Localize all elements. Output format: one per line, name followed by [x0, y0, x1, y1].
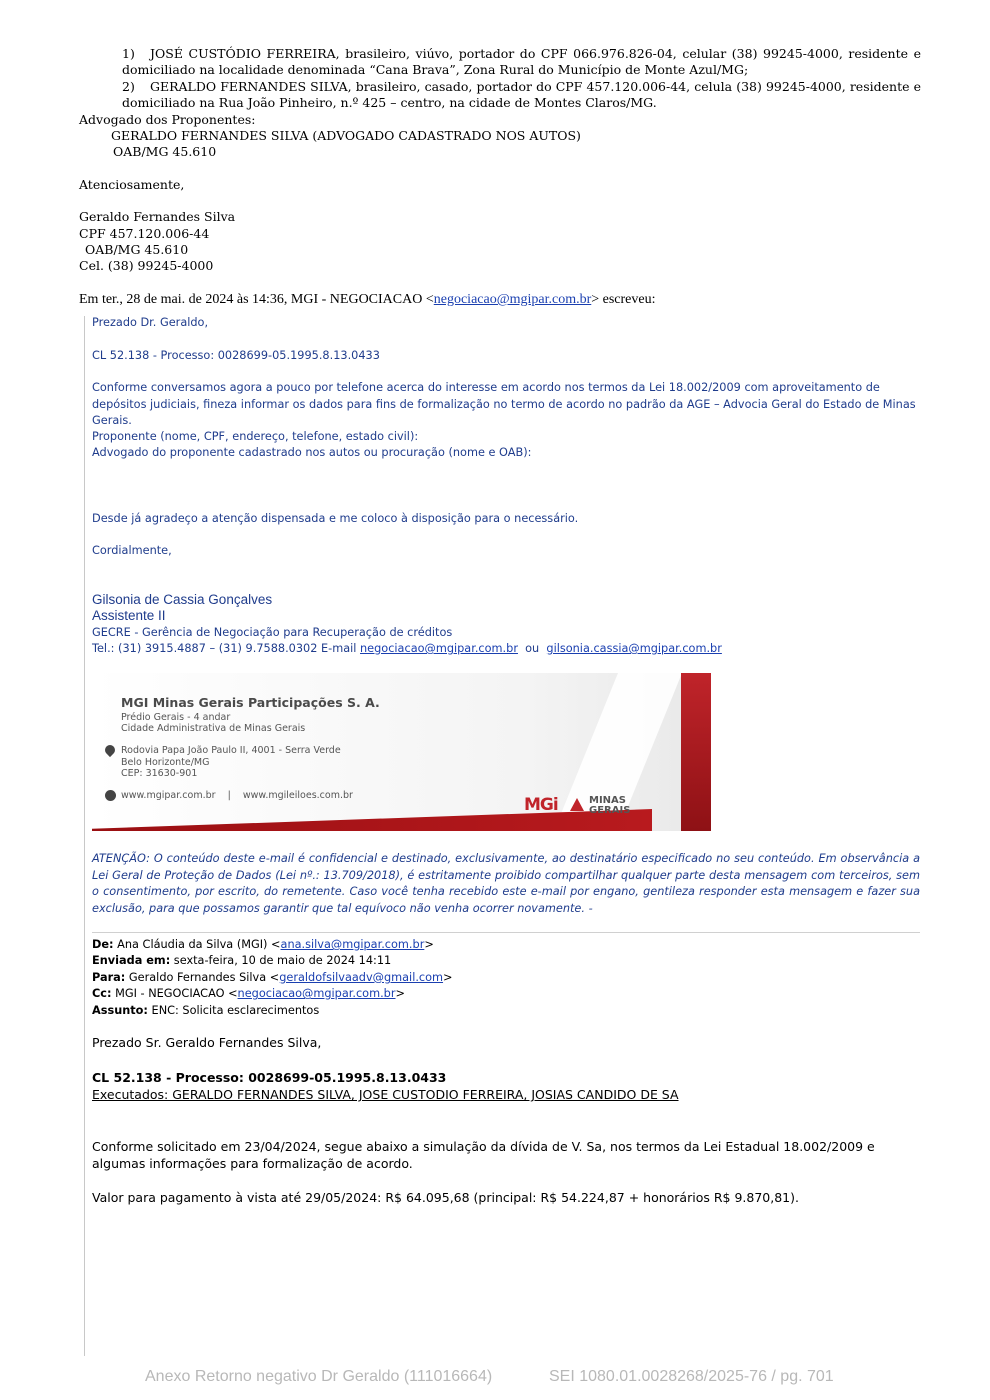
- forward-sent: [92, 953, 920, 969]
- body-executados: Executados: GERALDO FERNANDES SILVA, JOSE CUSTODIO FERREIRA, JOSIAS CANDIDO DE SA: [92, 1087, 679, 1102]
- closing: Atenciosamente,: [79, 176, 185, 192]
- quoted-sig-dept: GECRE - Gerência de Negociação para Recuperação de créditos: [92, 626, 453, 639]
- banner-addr2: Belo Horizonte/MG: [121, 757, 210, 768]
- confidentiality-notice: ATENÇÃO: O conteúdo deste e-mail é confidencial e destinado, exclusivamente, ao destinatário especificado no seu conteúdo. Em observância a Lei Geral de Proteção de Dados (Lei nº.: 13.709/2018), é estritamente proibido compartilhar qualquer parte desta mensagem com terceiros, sem o consentimento, por escrito, do remetente. Caso você tenha recebido este e-mail por engano, gentileza responder esta mensagem e fazer sua exclusão, para que possamos garantir que tal equívoco não venha ocorrer novamente. -: [92, 852, 920, 915]
- minas-gerais-logo-icon: [570, 798, 584, 811]
- reply-header-prefix: Em ter., 28 de mai. de 2024 às 14:36, MGI - NEGOCIACAO <: [79, 292, 434, 307]
- quoted-greeting: Prezado Dr. Geraldo,: [92, 316, 209, 329]
- signature-name: Geraldo Fernandes Silva: [79, 209, 236, 225]
- sig-tel: Tel.: (31) 3915.4887 – (31) 9.7588.0302 E-mail: [92, 642, 361, 655]
- sig-or: ou: [517, 642, 547, 655]
- advogado-label: Advogado dos Proponentes:: [79, 111, 256, 127]
- signature-cpf: CPF 457.120.006-44: [79, 225, 210, 241]
- reply-header-suffix: > escreveu:: [591, 292, 656, 307]
- quoted-paragraph: Conforme conversamos agora a pouco por telefone acerca do interesse em acordo nos termos da Lei 18.002/2009 com aproveitamento de depósitos judiciais, fineza informar os dados para fins de formalização no termo de acordo no padrão da AGE – Advocia Geral do Estado de Minas Gerais.: [92, 381, 916, 427]
- item-text: GERALDO FERNANDES SILVA, brasileiro, casado, portador do CPF 457.120.006-44, celula (38) 99245-4000, residente e domiciliado na Rua João Pinheiro, n.º 425 – centro, na cidade de Montes Claros/MG.: [122, 78, 921, 111]
- mgi-logo: MGi: [524, 795, 558, 815]
- banner-web: www.mgipar.com.br | www.mgileiloes.com.br: [121, 790, 353, 801]
- subject-label: Assunto:: [92, 1003, 148, 1017]
- from-label: De:: [92, 938, 114, 951]
- quoted-proponente-line: Proponente (nome, CPF, endereço, telefone, estado civil):: [92, 430, 419, 443]
- letter-top: [79, 46, 921, 275]
- advogado-oab: OAB/MG 45.610: [113, 144, 217, 160]
- forward-cc: Cc: MGI - NEGOCIACAO <negociacao@mgipar.com.br>: [92, 987, 405, 1001]
- banner-addr3: CEP: 31630-901: [121, 768, 198, 779]
- banner-red-side: [681, 673, 711, 831]
- banner-company: MGI Minas Gerais Participações S. A.: [121, 695, 380, 710]
- body-ref: CL 52.138 - Processo: 0028699-05.1995.8.13.0433: [92, 1070, 447, 1085]
- banner-addr1: Rodovia Papa João Paulo II, 4001 - Serra Verde: [121, 745, 341, 756]
- forward-from: De: Ana Cláudia da Silva (MGI) <ana.silva@mgipar.com.br>: [92, 938, 434, 951]
- reply-email-link[interactable]: negociacao@mgipar.com.br: [433, 292, 592, 307]
- sent-value: sexta-feira, 10 de maio de 2024 14:11: [170, 954, 392, 968]
- proponent-item-1: [79, 46, 921, 79]
- cc-value: MGI - NEGOCIACAO <: [111, 987, 238, 1001]
- minas-gerais-logo: MINAS GERAIS: [589, 795, 631, 816]
- quoted-sig-role: Assistente II: [92, 608, 166, 623]
- body-paragraph: Conforme solicitado em 23/04/2024, segue abaixo a simulação da dívida de V. Sa, nos termos da Lei Estadual 18.002/2009 e algumas informações para formalização de acordo.: [92, 1139, 875, 1171]
- advogado-name: GERALDO FERNANDES SILVA (ADVOGADO CADASTRADO NOS AUTOS): [111, 128, 581, 144]
- to-email-link[interactable]: geraldofsilvaadv@gmail.com: [279, 970, 444, 984]
- from-email-link[interactable]: ana.silva@mgipar.com.br: [280, 938, 425, 951]
- item-number: 2): [122, 78, 135, 94]
- quoted-sig-name: Gilsonia de Cassia Gonçalves: [92, 592, 273, 607]
- quoted-advogado-line: Advogado do proponente cadastrado nos autos ou procuração (nome e OAB):: [92, 446, 532, 459]
- forward-subject: [92, 1003, 920, 1019]
- globe-icon: [105, 790, 116, 801]
- banner-line2: Cidade Administrativa de Minas Gerais: [121, 723, 306, 734]
- cc-label: Cc:: [92, 987, 112, 1001]
- sig-email-link-2[interactable]: gilsonia.cassia@mgipar.com.br: [546, 642, 722, 655]
- to-value: Geraldo Fernandes Silva <: [125, 970, 280, 984]
- to-label: Para:: [92, 970, 126, 984]
- signature-oab: OAB/MG 45.610: [85, 242, 189, 258]
- from-value: Ana Cláudia da Silva (MGI) <: [113, 938, 281, 951]
- sig-email-link-1[interactable]: negociacao@mgipar.com.br: [360, 642, 518, 655]
- subject-value: ENC: Solicita esclarecimentos: [147, 1003, 320, 1017]
- location-pin-icon: [103, 743, 117, 757]
- quoted-sig-contact: [92, 641, 920, 658]
- item-text: JOSÉ CUSTÓDIO FERREIRA, brasileiro, viúvo, portador do CPF 066.976.826-04, celular (38) 99245-4000, residente e domiciliado na localidade denominada “Cana Brava”, Zona Rural do Município de Monte Azul/MG;: [122, 46, 921, 78]
- company-banner: [92, 673, 711, 831]
- quoted-cordially: Cordialmente,: [92, 544, 172, 557]
- divider: [92, 932, 920, 933]
- forward-to: Para: Geraldo Fernandes Silva <geraldofsilvaadv@gmail.com>: [92, 970, 453, 984]
- quote-bar: [84, 316, 85, 1356]
- footer-annex: Anexo Retorno negativo Dr Geraldo (111016664): [145, 1368, 493, 1385]
- quoted-ref: CL 52.138 - Processo: 0028699-05.1995.8.13.0433: [92, 349, 380, 362]
- quoted-thanks: Desde já agradeço a atenção dispensada e me coloco à disposição para o necessário.: [92, 512, 579, 525]
- footer-sei: SEI 1080.01.0028268/2025-76 / pg. 701: [549, 1368, 834, 1385]
- proponent-item-2: [79, 79, 921, 112]
- item-number: 1): [122, 46, 135, 61]
- reply-header: [79, 292, 656, 308]
- cc-email-link[interactable]: negociacao@mgipar.com.br: [237, 987, 396, 1001]
- signature-cel: Cel. (38) 99245-4000: [79, 258, 214, 274]
- banner-line1: Prédio Gerais - 4 andar: [121, 712, 231, 723]
- banner-red-stripe: [92, 809, 652, 831]
- body-greeting: Prezado Sr. Geraldo Fernandes Silva,: [92, 1035, 322, 1050]
- body-valor: Valor para pagamento à vista até 29/05/2024: R$ 64.095,68 (principal: R$ 54.224,87 + honorários R$ 9.870,81).: [92, 1190, 799, 1205]
- sent-label: Enviada em:: [92, 954, 171, 968]
- forward-header: [92, 937, 920, 1019]
